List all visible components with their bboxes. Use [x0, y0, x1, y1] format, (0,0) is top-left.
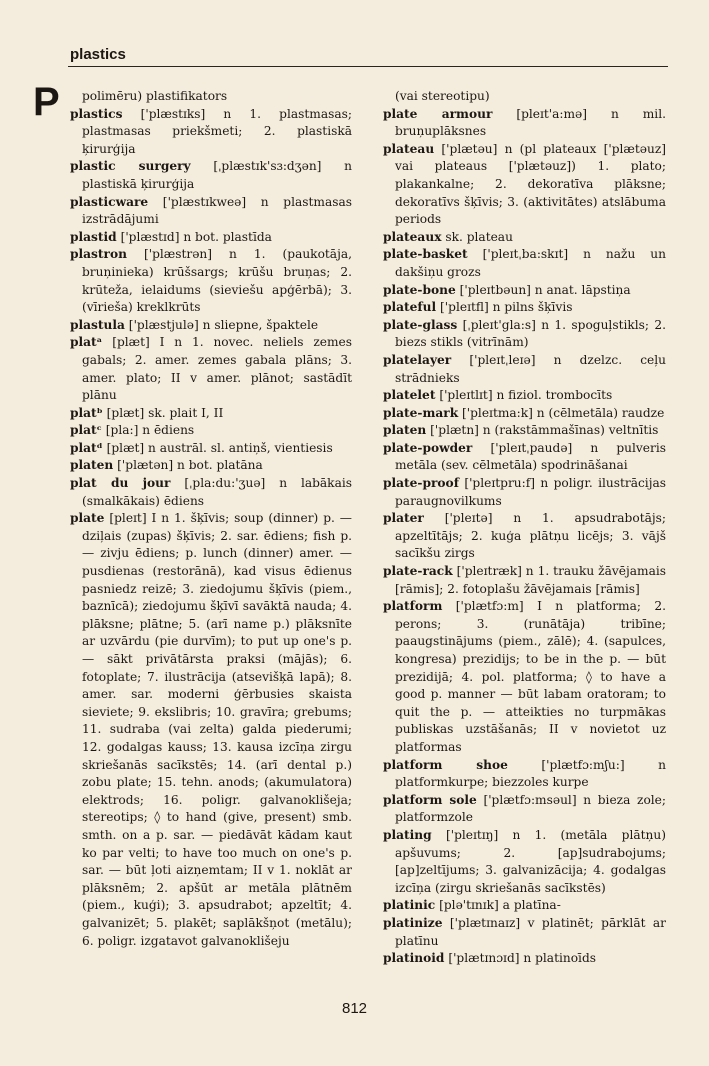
entry-text: ['plæstɪd] n bot. plastīda [116, 229, 272, 244]
entry-text: [pleɪt] I n 1. šķīvis; soup (dinner) p. — dziļais (zupas) šķīvis; 2. sar. ēdiens; fish p. — zivju ēdiens; p. lunch (dinner) amer. — pusdienas (restorānā), kad visus ēdienus pasniedz reizē; 3. ziedojumu šķīvis (piem., baznīcā); ziedojumu šķīvī savāktā nauda; 4. plāksne; plātne; 5. (arī name p.) plāksnīte ar uzvārdu (pie durvīm); to put up one's p. — sākt privātārsta praksi (mājās); 6. fotoplate; 7. ilustrācija (atsevišķā lapā); 8. amer. sar. moderni ģērbusies skaista sieviete; 9. ekslibris; 10. gravīra; grebums; 11. sudraba (vai zelta) galda piederumi; 12. godalgas kauss; 13. kausa izcīņa zirgu skriešanās sacīkstēs; 14. (arī dental p.) zobu plate; 15. tehn. anods; (akumulatora) elektrods; 16. poligr. galvanoklišeja; stereotips; ◊ to hand (give, present) smb. smth. on a p. sar. — piedāvāt kādam kaut ko par velti; to have too much on one's p. sar. — būt ļoti aizņemtam; II v 1. noklāt ar plāksnēm; 2. apšūt ar metāla plātnēm (piem., kuģi); 3. apsudrabot; apzeltīt; 4. galvanizēt; 5. plakēt; saplākšņot (metālu); 6. poligr. izgatavot galvanoklišeju [82, 511, 352, 948]
entry-text: ['plætɪnɔɪd] n platinoīds [444, 951, 597, 966]
headword: platᵃ [70, 335, 103, 350]
entry-text: ['plæstɪkweə] n plastmasas izstrādājumi [82, 194, 352, 227]
entry-text: (vai stereotipu) [395, 89, 490, 103]
running-head: plastics [70, 46, 126, 63]
entry-text: [ˌplæstɪk'sɜ:dʒən] n plastiskā ķirurģija [82, 159, 352, 191]
dictionary-entry [383, 246, 666, 281]
headword: plastula [70, 317, 125, 332]
headword: plateful [383, 300, 437, 315]
headword: plate-basket [383, 247, 468, 262]
headword: platen [70, 458, 114, 473]
dictionary-entry [70, 194, 352, 229]
dictionary-entry [70, 246, 352, 316]
headword: plastic surgery [70, 159, 191, 174]
header-rule [68, 66, 668, 67]
dictionary-entry [383, 317, 666, 352]
dictionary-entry [70, 158, 352, 193]
dictionary-entry [70, 317, 352, 335]
entry-text: ['plætɪnaɪz] v platinēt; pārklāt ar platīnu [395, 915, 666, 948]
entry-text: ['plæstjulə] n sliepne, špaktele [124, 317, 319, 332]
entry-text: ['plætfɔ:m] I n platforma; 2. perons; 3. (runātāja) tribīne; paaugstinājums (piem., zālē); 4. (sapulces, kongresa) prezidijs; to be in the p. — būt prezidijā; 4. pol. platforma; ◊ to have a good p. manner — būt labam oratoram; to quit the p. — atteikties no turpmākas publiskas uzstāšanās; II v novietot uz platformas [395, 599, 666, 754]
dictionary-entry [70, 334, 352, 404]
entry-text: [plə'tɪnɪk] a platīna- [435, 898, 561, 913]
dictionary-entry [383, 792, 666, 827]
entry-text: [ˌpla:du:'ʒuə] n labākais (smalkākais) ēdiens [82, 476, 352, 508]
entry-text: [pla:] n ēdiens [101, 423, 195, 438]
dictionary-entry [383, 422, 666, 440]
section-letter: P [33, 80, 60, 124]
dictionary-entry [70, 475, 352, 510]
dictionary-entry [383, 563, 666, 598]
headword: plastics [70, 106, 123, 121]
dictionary-entry [383, 299, 666, 317]
headword: plate-mark [383, 405, 459, 420]
entry-text: ['pleɪtˌba:skɪt] n nažu un dakšiņu grozs [395, 247, 666, 279]
entry-text: ['pleɪtræk] n 1. trauku žāvējamais [rāmis]; 2. fotoplašu žāvējamais [rāmis] [395, 564, 666, 596]
entry-text: ['plætfɔ:msəul] n bieza zole; platformzole [395, 792, 667, 825]
dictionary-entry [383, 387, 666, 405]
headword: platᵈ [70, 440, 103, 455]
entry-text: ['plætfɔ:mʃu:] n platformkurpe; biezzoles kurpe [395, 757, 666, 790]
dictionary-entry [383, 141, 666, 229]
right-column [383, 88, 666, 968]
entry-text: ['pleɪtə] n 1. apsudrabotājs; apzeltītājs; 2. kuģa plātņu licējs; 3. vājš sacīkšu zirgs [395, 511, 666, 561]
headword: plateaux [383, 229, 442, 244]
dictionary-entry [70, 440, 352, 458]
headword: plasticware [70, 194, 149, 209]
dictionary-entry [383, 950, 666, 968]
entry-text: ['pleɪtˌpaudə] n pulveris metāla (sev. cēlmetāla) spodrināšanai [395, 440, 666, 473]
entry-text: ['plæstrən] n 1. (paukotāja, bruņinieka) krūšsargs; krūšu bruņas; 2. krūteža, ielaidums (sieviešu apģērbā); 3. (vīrieša) kreklkrūts [82, 247, 352, 315]
headword: platinize [383, 915, 443, 930]
entry-text: ['pleɪtfl] n pilns šķīvis [436, 300, 573, 315]
dictionary-entry [383, 897, 666, 915]
headword: plate armour [383, 106, 493, 121]
dictionary-entry [383, 405, 666, 423]
entry-text: [ˌpleɪt'gla:s] n 1. spoguļstikls; 2. biezs stikls (vitrīnām) [395, 317, 666, 350]
headword: platform [383, 599, 443, 614]
entry-text: [pleɪt'a:mə] n mil. bruņuplāksnes [395, 106, 666, 139]
dictionary-entry [383, 88, 666, 106]
dictionary-entry [383, 229, 666, 247]
entry-text: sk. plateau [441, 229, 513, 244]
dictionary-entry [70, 422, 352, 440]
headword: platinoid [383, 951, 445, 966]
dictionary-entry [70, 229, 352, 247]
entry-text: [plæt] sk. plait I, II [102, 405, 224, 420]
dictionary-entry [383, 915, 666, 950]
headword: plate-proof [383, 476, 459, 491]
entry-text: ['plætən] n bot. platāna [113, 458, 263, 473]
dictionary-entry [70, 405, 352, 423]
dictionary-entry [383, 440, 666, 475]
headword: plateau [383, 141, 435, 156]
headword: plate-rack [383, 564, 453, 579]
dictionary-entry [70, 88, 352, 106]
dictionary-entry [70, 106, 352, 159]
entry-text: ['pleɪtpru:f] n poligr. ilustrācijas paraugnovilkums [395, 476, 666, 508]
entry-text: ['pleɪtɪŋ] n 1. (metāla plātņu) apšuvums; 2. [ap]sudrabojums; [ap]zeltījums; 3. galvanizācija; 4. godalgas izcīņa (zirgu skriešanās sacīkstēs) [395, 827, 666, 895]
headword: plater [383, 511, 424, 526]
headword: platᵇ [70, 405, 103, 420]
dictionary-entry [383, 757, 666, 792]
dictionary-entry [383, 598, 666, 756]
entry-text: ['plætn] n (rakstāmmašīnas) veltnītis [426, 423, 659, 438]
dictionary-entry [383, 475, 666, 510]
entry-text: ['plætəu] n (pl plateaux ['plætəuz] vai plateaus ['plætəuz]) 1. plato; plakankalne; 2. dekoratīva plāksne; dekoratīvs šķīvis; 3. (aktivitātes) atslābuma periods [395, 141, 666, 227]
entry-text: [plæt] n austrāl. sl. antiņš, vientiesis [102, 440, 333, 455]
headword: plastid [70, 229, 117, 244]
headword: platform shoe [383, 757, 508, 772]
entry-text: [plæt] I n 1. novec. neliels zemes gabals; 2. amer. zemes gabala plāns; 3. amer. plato; II v amer. plānot; sastādīt plānu [82, 335, 352, 403]
entry-text: polimēru) plastifikators [82, 89, 228, 103]
dictionary-entry [383, 827, 666, 897]
headword: platelayer [383, 352, 452, 367]
left-column [70, 88, 352, 950]
headword: plat du jour [70, 476, 171, 491]
dictionary-entry [383, 282, 666, 300]
page-number: 812 [341, 1000, 368, 1017]
dictionary-entry [70, 457, 352, 475]
headword: plate-powder [383, 440, 473, 455]
entry-text: ['plæstɪks] n 1. plastmasas; plastmasas priekšmeti; 2. plastiskā ķirurģija [82, 106, 352, 156]
dictionary-entry [383, 510, 666, 563]
dictionary-entry [70, 510, 352, 950]
headword: plate-bone [383, 282, 456, 297]
headword: platen [383, 423, 427, 438]
dictionary-entry [383, 106, 666, 141]
headword: platinic [383, 898, 436, 913]
entry-text: ['pleɪtlɪt] n fiziol. trombocīts [435, 388, 613, 403]
headword: platelet [383, 388, 436, 403]
headword: plate [70, 511, 105, 526]
headword: plating [383, 827, 432, 842]
entry-text: ['pleɪtbəun] n anat. lāpstiņa [455, 282, 631, 297]
headword: platform sole [383, 792, 477, 807]
headword: platᶜ [70, 423, 102, 438]
entry-text: ['pleɪtˌleɪə] n dzelzc. ceļu strādnieks [395, 352, 666, 385]
headword: plastron [70, 247, 127, 262]
dictionary-entry [383, 352, 666, 387]
entry-text: ['pleɪtma:k] n (cēlmetāla) raudze [458, 405, 665, 420]
headword: plate-glass [383, 317, 458, 332]
